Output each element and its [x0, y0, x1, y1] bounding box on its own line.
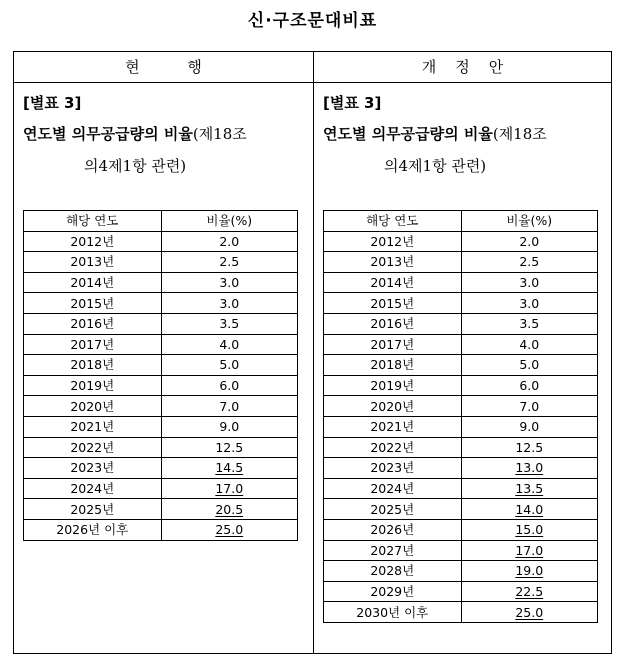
rate-value: 12.5: [215, 439, 244, 455]
rate-cell: [161, 231, 297, 252]
table-row: [324, 293, 598, 314]
comparison-frame: [13, 51, 612, 654]
rate-cell: [161, 272, 297, 293]
table-row: [324, 416, 598, 437]
year-cell: 2020년: [324, 396, 462, 417]
year-cell: 2018년: [324, 355, 462, 376]
rate-value: 20.5: [215, 501, 244, 517]
rate-value: 15.0: [515, 522, 544, 538]
rate-value: 13.5: [515, 481, 544, 497]
revised-heading-bold: 연도별 의무공급량의 비율: [323, 125, 493, 143]
table-row: [324, 581, 598, 602]
table-row: [24, 375, 298, 396]
rate-cell: [161, 519, 297, 540]
year-column-header: 해당 연도: [324, 211, 462, 232]
rate-cell: [461, 458, 597, 479]
rate-value: 22.5: [515, 583, 544, 599]
table-row: [324, 478, 598, 499]
table-row: [24, 252, 298, 273]
year-cell: 2014년: [324, 272, 462, 293]
rate-cell: [461, 396, 597, 417]
rate-cell: [161, 252, 297, 273]
current-heading-bold: 연도별 의무공급량의 비율: [23, 125, 193, 143]
table-row: [24, 437, 298, 458]
table-row: [24, 519, 298, 540]
rate-value: 2.0: [219, 233, 240, 249]
rate-value: 2.0: [519, 233, 540, 249]
current-heading-rest: (제18조: [192, 125, 247, 143]
table-row: [324, 313, 598, 334]
rate-cell: [461, 416, 597, 437]
rate-value: 3.0: [219, 295, 240, 311]
rate-cell: [161, 313, 297, 334]
revised-annex-label: [별표 3]: [323, 94, 382, 112]
rate-value: 14.0: [515, 501, 544, 517]
year-cell: 2019년: [24, 375, 162, 396]
table-row: [24, 231, 298, 252]
rate-cell: [161, 355, 297, 376]
year-cell: 2018년: [24, 355, 162, 376]
rate-cell: [461, 561, 597, 582]
rate-column-header: 비율(%): [461, 211, 597, 232]
rate-cell: [461, 355, 597, 376]
table-header-row: [324, 211, 598, 232]
year-cell: 2021년: [24, 416, 162, 437]
table-row: [324, 231, 598, 252]
year-cell: 2029년: [324, 581, 462, 602]
table-row: [324, 272, 598, 293]
rate-cell: [461, 313, 597, 334]
table-header-row: [24, 211, 298, 232]
rate-value: 3.5: [219, 316, 240, 332]
rate-value: 19.0: [515, 563, 544, 579]
rate-value: 4.0: [219, 336, 240, 352]
year-cell: 2025년: [24, 499, 162, 520]
rate-cell: [461, 272, 597, 293]
table-row: [324, 458, 598, 479]
revised-column: [314, 52, 611, 653]
rate-cell: [461, 602, 597, 623]
year-cell: 2012년: [324, 231, 462, 252]
rate-value: 3.0: [219, 275, 240, 291]
rate-cell: [161, 396, 297, 417]
table-row: [324, 396, 598, 417]
document-title: 신·구조문대비표: [247, 11, 378, 31]
table-row: [24, 272, 298, 293]
revised-heading-line2: 의4제1항 관련): [384, 157, 487, 175]
year-cell: 2026년 이후: [24, 519, 162, 540]
year-cell: 2017년: [24, 334, 162, 355]
table-row: [24, 499, 298, 520]
year-cell: 2013년: [324, 252, 462, 273]
year-cell: 2015년: [24, 293, 162, 314]
year-cell: 2021년: [324, 416, 462, 437]
year-cell: 2030년 이후: [324, 602, 462, 623]
rate-cell: [461, 519, 597, 540]
rate-value: 3.0: [519, 295, 540, 311]
table-row: [324, 602, 598, 623]
rate-value: 9.0: [219, 419, 240, 435]
year-cell: 2022년: [24, 437, 162, 458]
rate-value: 9.0: [519, 419, 540, 435]
year-cell: 2019년: [324, 375, 462, 396]
rate-cell: [461, 375, 597, 396]
current-column: [14, 52, 314, 653]
rate-value: 25.0: [215, 522, 244, 538]
table-row: [324, 252, 598, 273]
rate-value: 3.5: [519, 316, 540, 332]
rate-cell: [461, 231, 597, 252]
rate-value: 4.0: [519, 336, 540, 352]
rate-cell: [161, 478, 297, 499]
table-row: [24, 396, 298, 417]
rate-value: 2.5: [219, 254, 240, 270]
table-row: [324, 334, 598, 355]
table-row: [24, 313, 298, 334]
year-cell: 2023년: [24, 458, 162, 479]
rate-value: 12.5: [515, 439, 544, 455]
rate-value: 5.0: [219, 357, 240, 373]
year-cell: 2026년: [324, 519, 462, 540]
rate-cell: [461, 334, 597, 355]
year-cell: 2023년: [324, 458, 462, 479]
table-row: [24, 293, 298, 314]
rate-cell: [161, 416, 297, 437]
rate-cell: [461, 499, 597, 520]
revised-heading-rest: (제18조: [492, 125, 547, 143]
rate-value: 13.0: [515, 460, 544, 476]
table-row: [324, 499, 598, 520]
year-cell: 2027년: [324, 540, 462, 561]
rate-cell: [161, 293, 297, 314]
current-annex-label: [별표 3]: [23, 94, 82, 112]
year-cell: 2014년: [24, 272, 162, 293]
table-row: [324, 355, 598, 376]
rate-cell: [461, 478, 597, 499]
rate-value: 25.0: [515, 604, 544, 620]
year-cell: 2017년: [324, 334, 462, 355]
table-row: [324, 375, 598, 396]
rate-cell: [161, 437, 297, 458]
rate-column-header: 비율(%): [161, 211, 297, 232]
rate-value: 7.0: [219, 398, 240, 414]
year-cell: 2012년: [24, 231, 162, 252]
rate-cell: [461, 581, 597, 602]
current-column-header: 현 행: [14, 52, 313, 83]
rate-cell: [461, 252, 597, 273]
year-cell: 2013년: [24, 252, 162, 273]
year-cell: 2024년: [24, 478, 162, 499]
rate-cell: [161, 458, 297, 479]
table-row: [24, 478, 298, 499]
table-row: [324, 540, 598, 561]
rate-value: 17.0: [215, 481, 244, 497]
rate-cell: [461, 437, 597, 458]
year-cell: 2025년: [324, 499, 462, 520]
year-cell: 2015년: [324, 293, 462, 314]
rate-cell: [461, 293, 597, 314]
rate-cell: [161, 499, 297, 520]
revised-rate-table: [323, 210, 598, 623]
rate-value: 14.5: [215, 460, 244, 476]
rate-cell: [161, 334, 297, 355]
table-row: [24, 355, 298, 376]
rate-value: 5.0: [519, 357, 540, 373]
year-cell: 2016년: [24, 313, 162, 334]
table-row: [24, 458, 298, 479]
rate-value: 2.5: [519, 254, 540, 270]
current-heading-line2: 의4제1항 관련): [84, 157, 187, 175]
rate-value: 6.0: [219, 378, 240, 394]
year-cell: 2024년: [324, 478, 462, 499]
table-row: [324, 519, 598, 540]
table-row: [324, 561, 598, 582]
current-rate-table: [23, 210, 298, 541]
year-cell: 2028년: [324, 561, 462, 582]
rate-cell: [461, 540, 597, 561]
rate-value: 6.0: [519, 378, 540, 394]
revised-heading: [323, 123, 547, 144]
rate-value: 7.0: [519, 398, 540, 414]
rate-cell: [161, 375, 297, 396]
year-cell: 2020년: [24, 396, 162, 417]
revised-column-header: 개 정 안: [314, 52, 611, 83]
year-cell: 2022년: [324, 437, 462, 458]
table-row: [324, 437, 598, 458]
year-cell: 2016년: [324, 313, 462, 334]
year-column-header: 해당 연도: [24, 211, 162, 232]
table-row: [24, 416, 298, 437]
current-heading: [23, 123, 247, 144]
rate-value: 17.0: [515, 542, 544, 558]
table-row: [24, 334, 298, 355]
rate-value: 3.0: [519, 275, 540, 291]
